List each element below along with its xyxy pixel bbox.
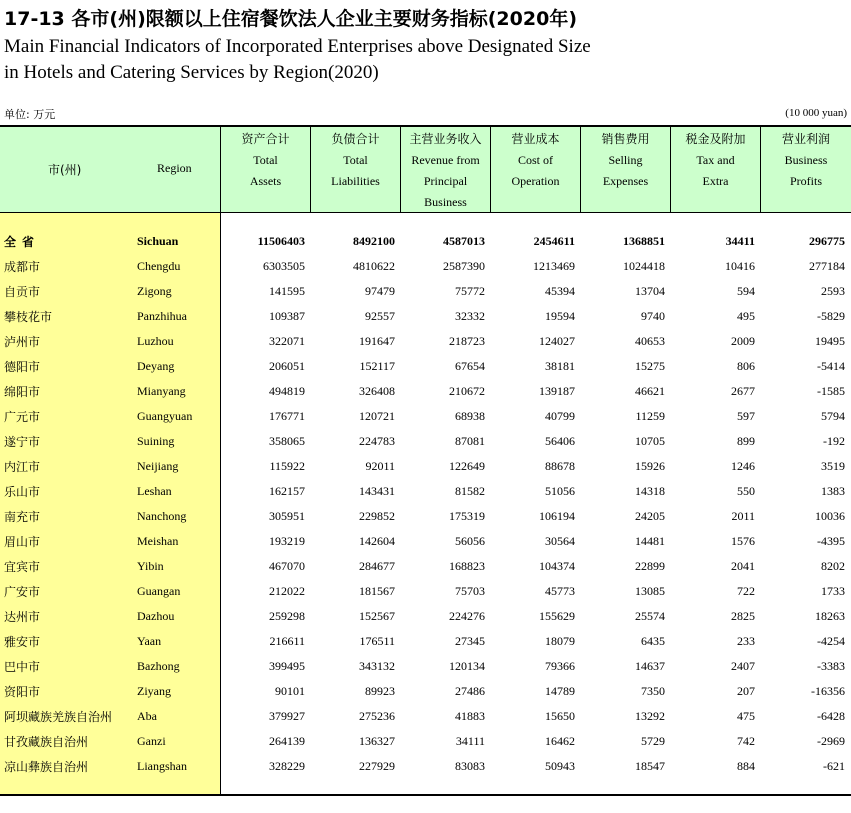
table-cell-value: 259298 <box>269 609 305 623</box>
table-cell-value: 15650 <box>545 709 575 723</box>
region-name-chinese: 泸州市 <box>4 335 41 349</box>
column-header <box>221 127 311 212</box>
table-cell-value: 90101 <box>275 684 305 698</box>
financial-indicators-table <box>0 125 851 796</box>
table-cell-value: 193219 <box>269 534 305 548</box>
table-cell-value: 11506403 <box>257 234 305 248</box>
table-cell-value: -192 <box>823 434 845 448</box>
column-header-english: Tax and <box>696 153 735 167</box>
region-name-english: Zigong <box>137 284 172 298</box>
column-header-english: Business <box>424 195 467 209</box>
table-row <box>0 379 851 404</box>
table-row-total <box>0 229 851 254</box>
table-cell-value: 224276 <box>449 609 485 623</box>
table-cell-value: 2454611 <box>533 234 575 248</box>
column-header <box>401 127 491 212</box>
table-row <box>0 529 851 554</box>
table-row <box>0 479 851 504</box>
table-cell-value: 32332 <box>455 309 485 323</box>
table-cell-value: 322071 <box>269 334 305 348</box>
table-cell-value: 51056 <box>545 484 575 498</box>
table-row <box>0 404 851 429</box>
table-cell-value: 89923 <box>365 684 395 698</box>
table-cell-value: 2009 <box>731 334 755 348</box>
table-cell-value: 722 <box>737 584 755 598</box>
table-cell-value: 46621 <box>635 384 665 398</box>
table-cell-value: 27345 <box>455 634 485 648</box>
region-name-chinese: 阿坝藏族羌族自治州 <box>4 710 113 724</box>
table-cell-value: 50943 <box>545 759 575 773</box>
column-header-english: Expenses <box>602 174 649 188</box>
region-name-chinese: 全省 <box>4 235 41 249</box>
table-cell-value: 56406 <box>545 434 575 448</box>
table-row <box>0 754 851 779</box>
region-name-chinese: 达州市 <box>4 610 41 624</box>
table-cell-value: 305951 <box>269 509 305 523</box>
table-cell-value: 206051 <box>269 359 305 373</box>
region-header-english: Region <box>157 161 192 175</box>
table-cell-value: 9740 <box>641 309 665 323</box>
table-cell-value: -621 <box>823 759 845 773</box>
column-header-chinese: 资产合计 <box>241 132 290 146</box>
table-cell-value: 1024418 <box>623 259 665 273</box>
column-header-english: Operation <box>511 174 560 188</box>
column-header <box>761 127 851 212</box>
region-name-english: Sichuan <box>137 234 179 248</box>
region-name-english: Suining <box>137 434 175 448</box>
table-cell-value: 1246 <box>731 459 755 473</box>
column-header-english: Profits <box>789 174 822 188</box>
region-name-chinese: 南充市 <box>4 510 41 524</box>
table-cell-value: 210672 <box>449 384 485 398</box>
table-cell-value: 38181 <box>545 359 575 373</box>
table-cell-value: -5829 <box>817 309 845 323</box>
table-cell-value: 296775 <box>809 234 845 248</box>
table-cell-value: 136327 <box>359 734 395 748</box>
table-row <box>0 304 851 329</box>
region-name-chinese: 攀枝花市 <box>4 310 53 324</box>
table-cell-value: 358065 <box>269 434 305 448</box>
table-cell-value: 8202 <box>821 559 845 573</box>
table-cell-value: 16462 <box>545 734 575 748</box>
table-row <box>0 329 851 354</box>
table-row <box>0 604 851 629</box>
table-cell-value: 109387 <box>269 309 305 323</box>
table-cell-value: 10705 <box>635 434 665 448</box>
table-cell-value: 34411 <box>725 234 755 248</box>
table-cell-value: 4810622 <box>353 259 395 273</box>
table-cell-value: 1368851 <box>623 234 665 248</box>
table-cell-value: 550 <box>737 484 755 498</box>
table-cell-value: 191647 <box>359 334 395 348</box>
table-cell-value: 40653 <box>635 334 665 348</box>
table-cell-value: 14481 <box>635 534 665 548</box>
table-cell-value: 7350 <box>641 684 665 698</box>
table-cell-value: 264139 <box>269 734 305 748</box>
table-row <box>0 704 851 729</box>
table-row <box>0 679 851 704</box>
table-cell-value: 81582 <box>455 484 485 498</box>
table-cell-value: 15275 <box>635 359 665 373</box>
table-cell-value: 120721 <box>359 409 395 423</box>
table-cell-value: 75772 <box>455 284 485 298</box>
column-header-english: Selling <box>608 153 643 167</box>
table-cell-value: 11259 <box>635 409 665 423</box>
region-name-chinese: 眉山市 <box>4 535 41 549</box>
table-cell-value: 14789 <box>545 684 575 698</box>
region-name-english: Mianyang <box>137 384 186 398</box>
table-cell-value: 45394 <box>545 284 575 298</box>
column-header-english: Business <box>784 153 828 167</box>
table-cell-value: -4395 <box>817 534 845 548</box>
table-cell-value: 495 <box>737 309 755 323</box>
table-cell-value: 106194 <box>539 509 575 523</box>
table-row <box>0 554 851 579</box>
table-cell-value: 207 <box>737 684 755 698</box>
region-name-english: Ziyang <box>137 684 171 698</box>
region-name-chinese: 内江市 <box>4 460 41 474</box>
table-cell-value: 79366 <box>545 659 575 673</box>
table-cell-value: 14637 <box>635 659 665 673</box>
table-cell-value: -6428 <box>817 709 845 723</box>
table-cell-value: 104374 <box>539 559 575 573</box>
table-row <box>0 454 851 479</box>
table-cell-value: 13085 <box>635 584 665 598</box>
region-header-chinese: 市(州) <box>48 163 82 177</box>
region-name-chinese: 雅安市 <box>4 635 41 649</box>
page-title-chinese: 17-13 各市(州)限额以上住宿餐饮法人企业主要财务指标(2020年) <box>4 8 577 30</box>
table-cell-value: 742 <box>737 734 755 748</box>
table-cell-value: 40799 <box>545 409 575 423</box>
region-name-english: Meishan <box>137 534 179 548</box>
table-cell-value: 152117 <box>359 359 395 373</box>
region-name-english: Luzhou <box>137 334 174 348</box>
table-cell-value: 92011 <box>365 459 395 473</box>
table-cell-value: 67654 <box>455 359 485 373</box>
table-cell-value: 475 <box>737 709 755 723</box>
table-cell-value: 155629 <box>539 609 575 623</box>
table-cell-value: 18079 <box>545 634 575 648</box>
column-header-chinese: 税金及附加 <box>685 132 746 146</box>
region-name-chinese: 绵阳市 <box>4 385 41 399</box>
table-cell-value: 97479 <box>365 284 395 298</box>
table-cell-value: -5414 <box>817 359 845 373</box>
table-cell-value: 212022 <box>269 584 305 598</box>
region-name-chinese: 资阳市 <box>4 685 41 699</box>
table-cell-value: 10036 <box>815 509 845 523</box>
table-cell-value: 25574 <box>635 609 665 623</box>
table-cell-value: 124027 <box>539 334 575 348</box>
region-name-english: Dazhou <box>137 609 175 623</box>
table-row <box>0 729 851 754</box>
region-name-chinese: 巴中市 <box>4 660 41 674</box>
table-cell-value: 227929 <box>359 759 395 773</box>
region-name-chinese: 广元市 <box>4 410 41 424</box>
table-cell-value: 1213469 <box>533 259 575 273</box>
region-name-chinese: 乐山市 <box>4 485 41 499</box>
region-name-english: Deyang <box>137 359 175 373</box>
table-row <box>0 429 851 454</box>
table-cell-value: 343132 <box>359 659 395 673</box>
table-cell-value: 494819 <box>269 384 305 398</box>
table-cell-value: 6435 <box>641 634 665 648</box>
region-name-chinese: 自贡市 <box>4 285 41 299</box>
table-cell-value: 328229 <box>269 759 305 773</box>
table-cell-value: 56056 <box>455 534 485 548</box>
table-row <box>0 254 851 279</box>
unit-label-english: (10 000 yuan) <box>785 107 847 119</box>
table-row <box>0 629 851 654</box>
table-cell-value: 1383 <box>821 484 845 498</box>
region-name-chinese: 遂宁市 <box>4 435 41 449</box>
table-cell-value: 83083 <box>455 759 485 773</box>
table-cell-value: 139187 <box>539 384 575 398</box>
table-cell-value: 467070 <box>269 559 305 573</box>
table-cell-value: 4587013 <box>443 234 485 248</box>
region-name-english: Nanchong <box>137 509 187 523</box>
region-name-english: Liangshan <box>137 759 187 773</box>
table-cell-value: 13292 <box>635 709 665 723</box>
unit-label-chinese: 单位: 万元 <box>4 108 56 121</box>
column-header-chinese: 负债合计 <box>331 132 380 146</box>
column-header-chinese: 主营业务收入 <box>409 132 482 146</box>
column-header <box>311 127 401 212</box>
table-cell-value: 379927 <box>269 709 305 723</box>
table-cell-value: 15926 <box>635 459 665 473</box>
table-cell-value: 10416 <box>725 259 755 273</box>
table-cell-value: 13704 <box>635 284 665 298</box>
table-cell-value: 218723 <box>449 334 485 348</box>
column-header-english: Cost of <box>517 153 553 167</box>
table-cell-value: 176511 <box>359 634 395 648</box>
region-name-english: Guangyuan <box>137 409 193 423</box>
table-cell-value: -4254 <box>817 634 845 648</box>
table-cell-value: 14318 <box>635 484 665 498</box>
table-cell-value: 141595 <box>269 284 305 298</box>
table-cell-value: -1585 <box>817 384 845 398</box>
table-cell-value: 162157 <box>269 484 305 498</box>
table-cell-value: 597 <box>737 409 755 423</box>
column-header-chinese: 营业成本 <box>511 132 560 146</box>
table-cell-value: 1733 <box>821 584 845 598</box>
table-cell-value: 122649 <box>449 459 485 473</box>
table-cell-value: 75703 <box>455 584 485 598</box>
region-name-chinese: 甘孜藏族自治州 <box>4 735 89 749</box>
table-cell-value: 92557 <box>365 309 395 323</box>
table-cell-value: 5729 <box>641 734 665 748</box>
table-cell-value: 399495 <box>269 659 305 673</box>
table-cell-value: 18263 <box>815 609 845 623</box>
table-cell-value: 115922 <box>269 459 305 473</box>
region-name-english: Ganzi <box>137 734 166 748</box>
table-cell-value: 181567 <box>359 584 395 598</box>
region-name-chinese: 宜宾市 <box>4 560 41 574</box>
table-header-row <box>0 127 851 213</box>
table-cell-value: 168823 <box>449 559 485 573</box>
table-cell-value: 152567 <box>359 609 395 623</box>
table-cell-value: 277184 <box>809 259 845 273</box>
region-name-english: Chengdu <box>137 259 181 273</box>
region-name-english: Guangan <box>137 584 181 598</box>
table-cell-value: 8492100 <box>353 234 395 248</box>
region-name-chinese: 广安市 <box>4 585 41 599</box>
table-cell-value: 34111 <box>455 734 485 748</box>
table-cell-value: 216611 <box>269 634 305 648</box>
region-name-english: Yaan <box>137 634 162 648</box>
region-name-english: Bazhong <box>137 659 180 673</box>
column-header <box>581 127 671 212</box>
table-cell-value: 284677 <box>359 559 395 573</box>
table-cell-value: 24205 <box>635 509 665 523</box>
page-title-english-line2: in Hotels and Catering Services by Region(2020) <box>4 62 379 83</box>
table-cell-value: 2407 <box>731 659 755 673</box>
table-cell-value: 2587390 <box>443 259 485 273</box>
table-cell-value: 224783 <box>359 434 395 448</box>
table-cell-value: 176771 <box>269 409 305 423</box>
column-header-english: Revenue from <box>411 153 480 167</box>
table-cell-value: 142604 <box>359 534 395 548</box>
region-name-chinese: 凉山彝族自治州 <box>4 760 89 774</box>
table-cell-value: 19594 <box>545 309 575 323</box>
table-cell-value: 884 <box>737 759 755 773</box>
column-header-english: Assets <box>249 174 282 188</box>
column-header <box>491 127 581 212</box>
table-cell-value: 5794 <box>821 409 845 423</box>
table-cell-value: 22899 <box>635 559 665 573</box>
table-cell-value: 27486 <box>455 684 485 698</box>
table-cell-value: 1576 <box>731 534 755 548</box>
table-row <box>0 654 851 679</box>
table-cell-value: 229852 <box>359 509 395 523</box>
column-header-english: Total <box>253 153 278 167</box>
region-name-english: Yibin <box>137 559 164 573</box>
table-cell-value: 899 <box>737 434 755 448</box>
region-name-chinese: 德阳市 <box>4 360 41 374</box>
table-cell-value: 30564 <box>545 534 575 548</box>
table-cell-value: 18547 <box>635 759 665 773</box>
table-cell-value: 87081 <box>455 434 485 448</box>
table-cell-value: 233 <box>737 634 755 648</box>
table-cell-value: 143431 <box>359 484 395 498</box>
region-name-chinese: 成都市 <box>4 260 41 274</box>
region-name-english: Neijiang <box>137 459 179 473</box>
table-cell-value: 2593 <box>821 284 845 298</box>
table-cell-value: -16356 <box>811 684 845 698</box>
column-header-chinese: 销售费用 <box>601 132 650 146</box>
region-name-english: Leshan <box>137 484 172 498</box>
column-header-chinese: 营业利润 <box>781 132 830 146</box>
table-row <box>0 354 851 379</box>
table-cell-value: 2677 <box>731 384 755 398</box>
table-row <box>0 279 851 304</box>
table-cell-value: 68938 <box>455 409 485 423</box>
table-cell-value: 6303505 <box>263 259 305 273</box>
table-row <box>0 504 851 529</box>
table-cell-value: 3519 <box>821 459 845 473</box>
table-cell-value: 2011 <box>731 509 755 523</box>
column-header-english: Extra <box>702 174 729 188</box>
table-cell-value: 45773 <box>545 584 575 598</box>
table-cell-value: 2041 <box>731 559 755 573</box>
column-header <box>671 127 761 212</box>
table-cell-value: -2969 <box>817 734 845 748</box>
table-cell-value: 41883 <box>455 709 485 723</box>
table-row <box>0 579 851 604</box>
table-cell-value: 2825 <box>731 609 755 623</box>
column-header-english: Liabilities <box>331 174 380 188</box>
table-cell-value: 175319 <box>449 509 485 523</box>
column-header-english: Principal <box>423 174 468 188</box>
table-cell-value: 275236 <box>359 709 395 723</box>
table-cell-value: 120134 <box>449 659 485 673</box>
table-cell-value: 806 <box>737 359 755 373</box>
table-cell-value: 88678 <box>545 459 575 473</box>
table-cell-value: -3383 <box>817 659 845 673</box>
region-name-english: Panzhihua <box>137 309 187 323</box>
column-header-english: Total <box>343 153 368 167</box>
table-cell-value: 594 <box>737 284 755 298</box>
page-title-english-line1: Main Financial Indicators of Incorporated Enterprises above Designated Size <box>4 36 591 57</box>
table-cell-value: 19495 <box>815 334 845 348</box>
region-name-english: Aba <box>137 709 157 723</box>
table-cell-value: 326408 <box>359 384 395 398</box>
